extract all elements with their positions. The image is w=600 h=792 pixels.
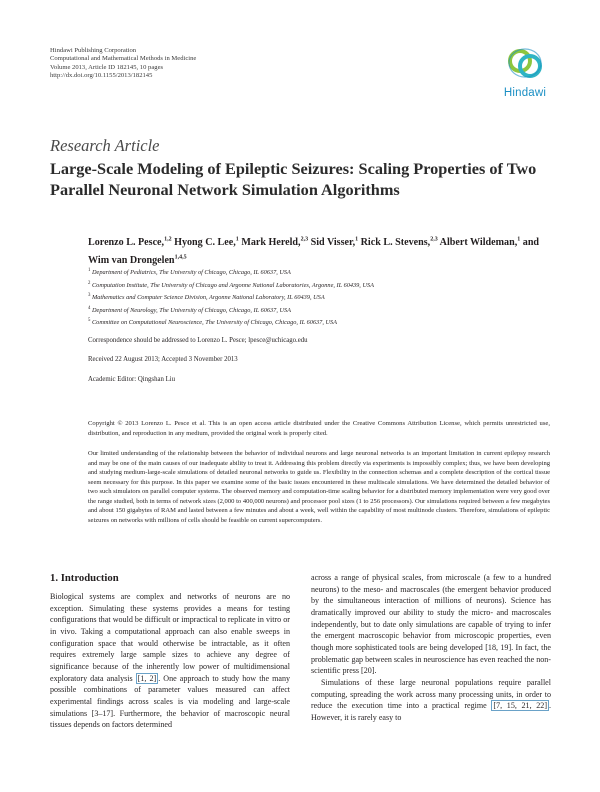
paper-title: Large-Scale Modeling of Epileptic Seizures: Scaling Properties of Two Parallel Neuronal Network Simulation Algorithms [50, 159, 537, 199]
citation-link[interactable]: [7, 15, 21, 22] [493, 701, 547, 711]
affiliation-item: $^2$ Computation Institute, The University of Chicago and Argonne National Laboratories, Argonne, IL 60439, USA [88, 280, 375, 289]
left-column [50, 591, 290, 731]
citation-link[interactable]: [1, 2] [137, 673, 157, 683]
hindawi-rings-icon [504, 44, 546, 84]
article-type: Research Article [50, 136, 160, 155]
received-dates: Received 22 August 2013; Accepted 3 November 2013 [88, 356, 238, 363]
author: Albert Wildeman,$^1$ [439, 237, 521, 249]
author: and Wim van Drongelen$^{1,4,5}$ [88, 237, 540, 267]
affiliation-item: $^5$ Committee on Computational Neuroscience, The University of Chicago, Chicago, IL 60637, USA [88, 318, 338, 327]
intro-paragraph: across a range of physical scales, from microscale (a few to a hundred neurons) to the meso- and macroscales (the emergent behavior produced by the simultaneous interaction of millions of neurons). Science has dramatically improved our ability to study the micro- and macroscales independently, but to date only simulations are capable of trying to infer the emergent macroscopic behavior from microscopic properties, even though more sophisticated tools are being developed [18, 19]. In fact, the problematic gap between scales in neuroscience has even reached the non-scientific press [20]. [311, 573, 551, 676]
author: Mark Hereld,$^{2,3}$ [241, 237, 309, 249]
author-list [88, 233, 558, 269]
affiliation-item: $^4$ Department of Neurology, The University of Chicago, Chicago, IL 60637, USA [88, 305, 292, 314]
journal-name: Computational and Mathematical Methods in Medicine [50, 55, 197, 63]
author: Rick L. Stevens,$^{2,3}$ [360, 237, 438, 249]
academic-editor: Academic Editor: Qingshan Liu [88, 376, 176, 383]
author: Hyong C. Lee,$^1$ [174, 237, 239, 249]
hindawi-logo-text: Hindawi [503, 87, 547, 99]
section-heading: 1. Introduction [50, 572, 119, 584]
publisher-line: Hindawi Publishing Corporation [50, 47, 137, 54]
hindawi-logo [496, 44, 554, 104]
doi-link[interactable]: http://dx.doi.org/10.1155/2013/182145 [50, 72, 153, 80]
volume-line: Volume 2013, Article ID 182145, 10 pages [50, 63, 164, 71]
journal-header [50, 47, 196, 81]
right-column [311, 572, 551, 724]
author: Sid Visser,$^1$ [310, 237, 359, 249]
intro-paragraph: Biological systems are complex and networks of neurons are no exception. Simulating these systems provides a means for testing configurations that would be difficult or impractical to replicate in vitro or in vivo. Taking a computational approach can also enable sweeps in configuration space that would otherwise be intractable, as it often requires extremely large sample sizes to achieve any degree of significance because of the inherently low power of multidimensional exploratory data analysis [1, 2] . One approach to study how the many possible combinations of parameter values measured can affect experimental findings across scales is via modeling and large-scale simulations [3–17]. Furthermore, the behavior of macroscopic neural tissues depends on factors determined [50, 592, 290, 730]
affiliation-item: $^3$ Mathematics and Computer Science Division, Argonne National Laboratory, IL 60439, USA [88, 293, 325, 302]
correspondence: Correspondence should be addressed to Lorenzo L. Pesce; lpesce@uchicago.edu [88, 337, 308, 344]
intro-paragraph: Simulations of these large neuronal populations require parallel computing, spreading the work across many processing units, in order to reduce the execution time into a practical regime [7, 15, 21, 22] . However, it is rarely easy to [311, 677, 552, 722]
affiliation-item: $^1$ Department of Pediatrics, The University of Chicago, Chicago, IL 60637, USA [88, 268, 291, 277]
author: Lorenzo L. Pesce,$^{1,2}$ [88, 237, 172, 249]
copyright-notice: Copyright © 2013 Lorenzo L. Pesce et al. This is an open access article distributed under the Creative Commons Attribution License, which permits unrestricted use, distribution, and reproduction in any medium, provided the original work is properly cited. [88, 420, 550, 437]
affiliations [88, 266, 558, 329]
abstract: Our limited understanding of the relationship between the behavior of individual neurons and large neuronal networks is an important limitation in current epilepsy research and may be one of the main causes of our inadequate ability to treat it. Addressing this problem directly via experiments is impossibly complex; thus, we have been developing and studying medium-large-scale simulations of detailed neuronal networks to guide us. Flexibility in the connection schemas and a complete description of the cortical tissue seem necessary for this purpose. In this paper we examine some of the basic issues encountered in these multiscale simulations. We have determined the detailed behavior of two such simulators on parallel computer systems. The observed memory and computation-time scaling behavior for a distributed memory implementation were very good over the range studied, both in terms of network sizes (2,000 to 400,000 neurons) and processor pool sizes (1 to 256 processors). Our simulations required between a few megabytes and about 150 gigabytes of RAM and lasted between a few minutes and about a week, well within the capability of most multinode clusters. Therefore, simulations of epileptic seizures on networks with millions of cells should be feasible on current supercomputers. [88, 450, 550, 524]
